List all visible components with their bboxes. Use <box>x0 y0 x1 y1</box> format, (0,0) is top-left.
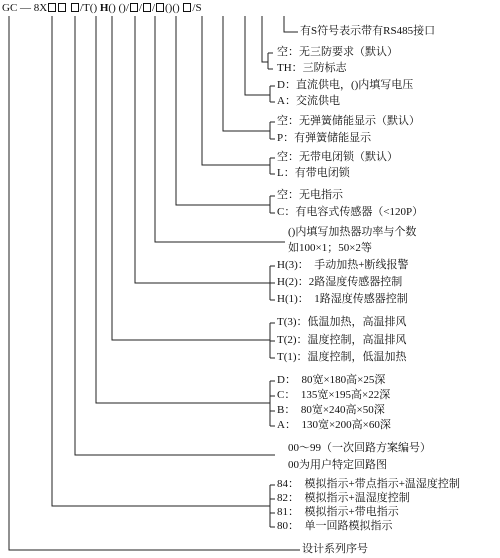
code-slash: / <box>138 2 142 14</box>
code-box <box>143 3 151 12</box>
desc-d-power: D：直流供电，()内填写电压 <box>277 79 414 91</box>
desc-m82: 82： 模拟指示+温湿度控制 <box>277 492 410 504</box>
desc-heater-2: 如100×1；50×2等 <box>288 242 372 254</box>
desc-dim-a: A： 130宽×200高×60深 <box>277 419 391 431</box>
code-paren: () <box>172 2 180 14</box>
desc-h1: H(1)： 1路湿度传感器控制 <box>277 293 408 305</box>
desc-m84: 84： 模拟指示+带点指示+温湿度控制 <box>277 478 460 490</box>
code-t: T <box>83 2 90 14</box>
desc-dim-c: C： 135宽×195高×22深 <box>277 389 391 401</box>
code-box <box>156 3 164 12</box>
code-box <box>71 3 79 12</box>
desc-t3: T(3)：低温加热，高温排风 <box>277 316 407 328</box>
desc-a-power: A：交流供电 <box>277 95 340 107</box>
desc-dim-b: B： 80宽×240高×50深 <box>277 404 385 416</box>
desc-loop-1: 00～99（一次回路方案编号） <box>288 442 431 454</box>
desc-l-none: 空：无带电闭锁（默认） <box>277 151 398 163</box>
code-paren: () <box>165 2 173 14</box>
code-s: /S <box>192 2 202 14</box>
code-series: 8X <box>33 2 48 14</box>
code-paren: () <box>108 2 116 14</box>
desc-p-none: 空：无弹簧储能显示（默认） <box>277 115 420 127</box>
desc-series-no: 设计系列序号 <box>302 543 368 555</box>
desc-c: C：有电容式传感器（<120P） <box>277 206 424 218</box>
desc-p: P：有弹簧储能显示 <box>277 132 372 144</box>
code-prefix: GC <box>2 2 18 14</box>
desc-th-none: 空：无三防要求（默认） <box>277 46 398 58</box>
desc-m81: 81： 模拟指示+带电指示 <box>277 506 399 518</box>
code-slash: / <box>125 2 129 14</box>
code-slash: / <box>151 2 156 14</box>
code-paren: () <box>89 2 98 14</box>
desc-h3: H(3)： 手动加热+断线报警 <box>277 259 409 271</box>
desc-heater-1: ()内填写加热器功率与个数 <box>288 226 417 238</box>
desc-t1: T(1)：温度控制，低温加热 <box>277 351 407 363</box>
desc-loop-2: 00为用户特定回路图 <box>288 459 387 471</box>
desc-m80: 80： 单一回路模拟指示 <box>277 520 393 532</box>
desc-h2: H(2)：2路湿度传感器控制 <box>277 276 403 288</box>
desc-l: L：有带电闭锁 <box>277 167 350 179</box>
model-code <box>2 3 202 14</box>
desc-c-none: 空：无电指示 <box>277 189 343 201</box>
code-box <box>58 3 66 12</box>
code-box <box>130 3 138 12</box>
desc-th: TH：三防标志 <box>277 62 347 74</box>
desc-t2: T(2)：温度控制，高温排风 <box>277 334 407 346</box>
desc-dim-d: D： 80宽×180高×25深 <box>277 374 386 386</box>
code-h: H <box>99 2 109 14</box>
desc-rs485: 有S符号表示带有RS485接口 <box>300 25 436 37</box>
code-box <box>48 3 56 12</box>
code-slash: / <box>79 2 84 14</box>
code-dash: — <box>20 2 32 14</box>
code-paren: () <box>118 2 126 14</box>
code-box <box>183 3 191 12</box>
